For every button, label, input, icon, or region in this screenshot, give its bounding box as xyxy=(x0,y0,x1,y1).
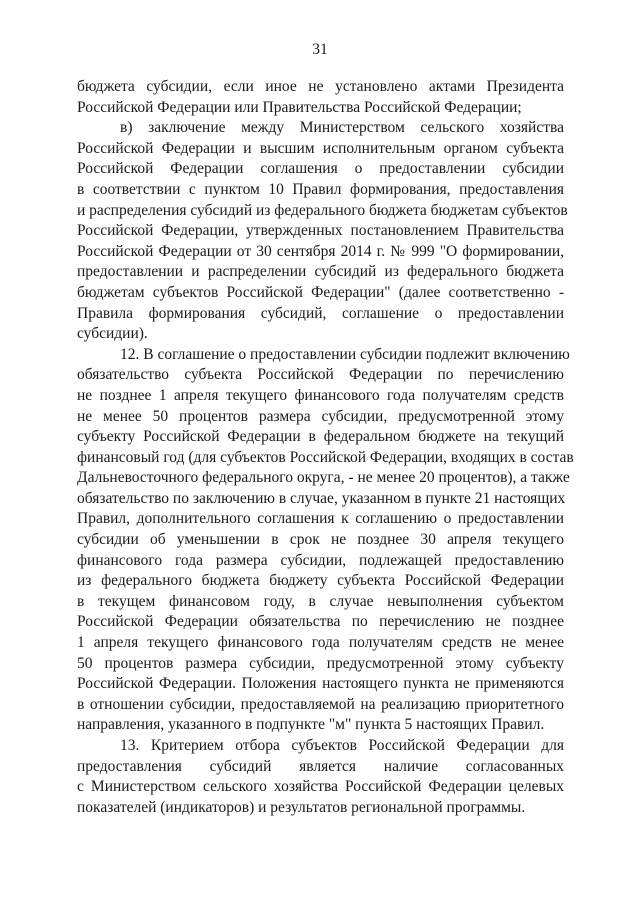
text-line: не менее 50 процентов размера субсидии, предусмотренной этому xyxy=(77,407,564,425)
text-line: и распределения субсидий из федерального бюджета бюджетам субъектов xyxy=(77,201,568,219)
text-line: 12. В соглашение о предоставлении субсидии подлежит включению xyxy=(120,345,570,363)
text-line: бюджета субсидии, если иное не установлено актами Президента xyxy=(77,78,564,95)
text-line: в текущем финансовом году, в случае невыполнения субъектом xyxy=(77,592,564,610)
text-line: предоставления субсидий является наличие согласованных xyxy=(77,757,564,775)
text-line: субсидии об уменьшении в срок не позднее 30 апреля текущего xyxy=(77,531,564,549)
text-line: 13. Критерием отбора субъектов Российской Федерации для xyxy=(120,737,564,754)
text-line: бюджетам субъектов Российской Федерации" (далее соответственно - xyxy=(77,283,564,301)
text-line: обязательство субъекта Российской Федерации по перечислению xyxy=(77,366,564,384)
text-line: предоставлении и распределении субсидий из федерального бюджета xyxy=(77,263,564,281)
text-line: Российской Федерации. Положения настоящего пункта не применяются xyxy=(77,675,564,693)
text-line: в отношении субсидии, предоставляемой на реализацию приоритетного xyxy=(77,695,564,713)
text-line: в соответствии с пунктом 10 Правил формирования, предоставления xyxy=(77,180,564,198)
text-line: Российской Федерации или Правительства Российской Федерации; xyxy=(77,98,522,116)
text-line: Российской Федерации соглашения о предоставлении субсидии xyxy=(77,160,564,178)
text-line: финансового года размера субсидии, подлежащей предоставлению xyxy=(77,551,564,569)
text-line: с Министерством сельского хозяйства Российской Федерации целевых xyxy=(77,778,564,796)
text-line: обязательство по заключению в случае, указанном в пункте 21 настоящих xyxy=(77,489,566,507)
text-line: Правила формирования субсидий, соглашение о предоставлении xyxy=(77,304,564,322)
text-line: показателей (индикаторов) и результатов региональной программы. xyxy=(77,798,526,816)
document-body xyxy=(77,77,574,818)
page-number: 31 xyxy=(312,41,328,58)
text-line: Российской Федерации и высшим исполнительным органом субъекта xyxy=(77,139,564,157)
text-line: Российской Федерации обязательства по перечислению не позднее xyxy=(77,613,564,631)
text-line: Российской Федерации от 30 сентября 2014 г. № 999 "О формировании, xyxy=(77,242,564,260)
text-line: Правил, дополнительного соглашения к соглашению о предоставлении xyxy=(77,510,564,528)
text-line: не позднее 1 апреля текущего финансового года получателям средств xyxy=(77,386,564,404)
text-line: в) заключение между Министерством сельского хозяйства xyxy=(120,119,564,137)
text-line: субъекту Российской Федерации в федеральном бюджете на текущий xyxy=(77,428,564,446)
text-line: из федерального бюджета бюджету субъекта Российской Федерации xyxy=(77,572,564,590)
text-line: Российской Федерации, утвержденных постановлением Правительства xyxy=(77,222,564,240)
text-line: 1 апреля текущего финансового года получателям средств не менее xyxy=(77,634,564,652)
text-line: финансовый год (для субъектов Российской Федерации, входящих в состав xyxy=(77,448,574,466)
text-line: 50 процентов размера субсидии, предусмотренной этому субъекту xyxy=(77,654,564,672)
text-line: направления, указанного в подпункте "м" пункта 5 настоящих Правил. xyxy=(77,716,545,734)
text-line: Дальневосточного федерального округа, - не менее 20 процентов), а также xyxy=(77,469,570,487)
text-line: субсидии). xyxy=(77,325,148,343)
